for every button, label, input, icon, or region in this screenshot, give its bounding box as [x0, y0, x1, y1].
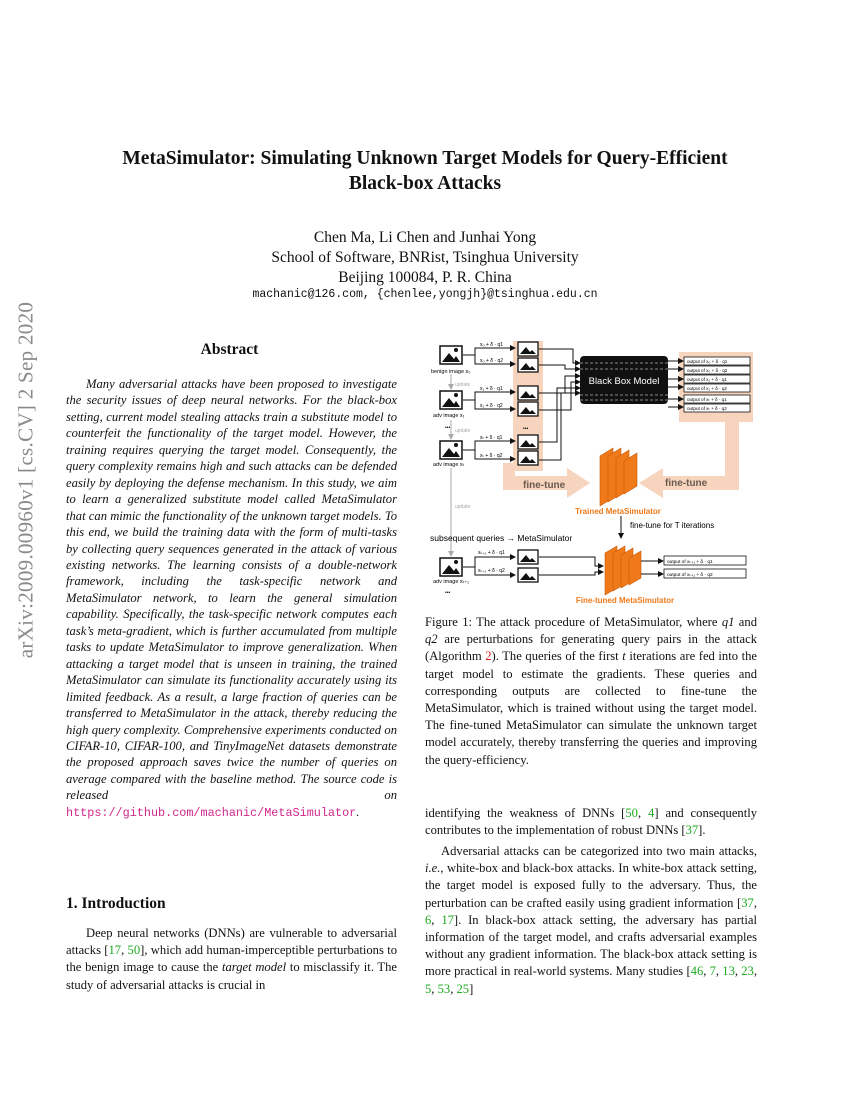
address: Beijing 100084, P. R. China: [338, 269, 512, 286]
output-label: output of xₜ₊₁ + δ · q2: [667, 573, 713, 578]
fine-tune-label-right: fine-tune: [665, 478, 708, 489]
email-a: machanic@126.com,: [252, 288, 377, 301]
trained-metasimulator-icon: [600, 448, 637, 506]
output-label: output of x₀ + δ · q2: [687, 368, 728, 373]
arxiv-stamp: [6, 298, 46, 663]
citation-link[interactable]: 17: [441, 912, 454, 927]
sep: ,: [431, 912, 442, 927]
ie-term: i.e.,: [425, 861, 444, 876]
citation-link[interactable]: 46: [690, 964, 704, 979]
to-final-output-lines: [641, 561, 663, 574]
query-label: xₜ + δ · q2: [480, 453, 503, 459]
query-label: x₁ + δ · q2: [480, 403, 503, 409]
abstract-text: [66, 376, 397, 821]
abstract-heading: Abstract: [200, 341, 259, 358]
benign-label: benign image x₀: [431, 369, 471, 375]
caption-text: are perturbations for generating query pairs in the attack (Algorithm: [425, 632, 757, 664]
intro-heading: 1. Introduction: [66, 895, 166, 912]
sep: ,: [121, 943, 128, 958]
caption-math: q1: [721, 615, 735, 629]
citation-link[interactable]: 5: [425, 981, 432, 996]
query-label: xₜ + δ · q1: [480, 435, 503, 441]
intro-text: ], which add human-imperceptible perturbations to the benign image to cause the: [66, 943, 397, 975]
body-text: ]: [469, 981, 474, 996]
output-label: output of xₜ + δ · q2: [687, 406, 727, 411]
citation-link[interactable]: 50: [127, 943, 141, 958]
citation-link[interactable]: 7: [709, 964, 716, 979]
black-box-label: Black Box Model: [588, 376, 660, 387]
dots: •••: [523, 426, 529, 432]
sep: ,: [715, 964, 723, 979]
sep: ,: [431, 981, 438, 996]
email-b: {chenlee,yongjh}@tsinghua.edu.cn: [376, 288, 598, 301]
output-label: output of x₁ + δ · q1: [687, 377, 727, 382]
body-text: identifying the weakness of DNNs [: [425, 806, 626, 820]
query-label: x₁ + δ · q1: [480, 386, 503, 392]
title-line-1: MetaSimulator: Simulating Unknown Target Models for Query-Efficient: [122, 148, 728, 169]
citation-link[interactable]: 50: [625, 806, 638, 820]
sep: ,: [753, 895, 757, 910]
update-label: update: [455, 382, 471, 388]
query-label: xₜ₊₁ + δ · q2: [478, 568, 505, 574]
subsequent-label: subsequent queries → MetaSimulator: [430, 533, 573, 543]
caption-text: iterations are fed into the target model to estimate the gradients. These queries and corresponding outputs are collected to fine-tune the MetaSimulator, which is trained without using the target model. The fine-tuned MetaSimulator can simulate the unknown target model accurately, thereby transferring the queries and improving the query-efficiency.: [425, 649, 757, 767]
right-paragraph-2: [425, 843, 757, 998]
abstract-body: Many adversarial attacks have been proposed to investigate the security issues of deep neural networks. For the black-box setting, current model stealing attacks train a substitute model to counterfeit the functionality of the target model. However, the training requires querying the target model. Consequently, the query complexity remains high and such attacks can be defended easily by deploying the defense mechanism. In this study, we aim to learn a generalized substitute model called MetaSimulator that can mimic the functionality of the unknown target models. To this end, we build the training data with the form of multi-tasks by collecting query sequences generated in the attack of various existing networks. The learning consists of a double-network framework, including the task-specific network and MetaSimulator network, to learn the general simulation capability. Specifically, the task-specific network computes each task’s meta-gradient, which is further accumulated from multiple tasks to update MetaSimulator to improve generalization. When attacking a target model that is unseen in training, the trained MetaSimulator can simulate its functionality accurately using its limited feedback. As a result, a large fraction of queries can be transferred to MetaSimulator in the attack, thereby reducing the high query complexity. Comprehensive experiments conducted on CIFAR-10, CIFAR-100, and TinyImageNet datasets demonstrate the proposed approach saves twice the number of queries on average compared with the baseline method. The source code is released on: [66, 377, 397, 803]
adv-image-t1-icon: [440, 558, 462, 576]
sep: ,: [703, 964, 710, 979]
citation-link[interactable]: 37: [741, 895, 754, 910]
citation-link[interactable]: 25: [456, 981, 470, 996]
affiliation: School of Software, BNRist, Tsinghua University: [271, 249, 579, 266]
dots: •••: [445, 590, 451, 596]
output-boxes: [684, 357, 750, 412]
abstract-end: .: [356, 804, 360, 819]
sep: ,: [450, 981, 457, 996]
trained-label: Trained MetaSimulator: [575, 507, 661, 516]
adv-image-1-icon: [440, 391, 462, 409]
body-text: ] and consequently contributes to the implementation of robust DNNs [: [425, 806, 758, 838]
emails: [60, 288, 790, 301]
to-finetuned-lines: [539, 557, 603, 575]
authors: Chen Ma, Li Chen and Junhai Yong: [313, 229, 537, 246]
dots: •••: [445, 425, 451, 431]
output-label: output of xₜ + δ · q1: [687, 397, 727, 402]
citation-link[interactable]: 17: [108, 943, 122, 958]
adv-image-t-icon: [440, 441, 462, 459]
finetuned-metasimulator-icon: [605, 546, 641, 595]
arxiv-stamp-text: arXiv:2009.00960v1 [cs.CV] 2 Sep 2020: [13, 301, 38, 659]
caption-text: and: [734, 615, 757, 629]
citation-link[interactable]: 53: [437, 981, 451, 996]
finetuned-label: Fine-tuned MetaSimulator: [575, 596, 675, 605]
to-blackbox-lines: [539, 349, 580, 460]
author-block: [60, 228, 790, 288]
citation-link[interactable]: 4: [648, 806, 655, 820]
output-label: output of x₀ + δ · q1: [687, 359, 728, 364]
body-text: ]. In black-box attack setting, the adversary has partial information of the target model, and crafts adversarial examples without any gradient information. The black-box attack setting is more practical in real-world systems. Many studies [: [425, 912, 758, 979]
title-line-2: Black-box Attacks: [348, 173, 502, 194]
target-model-term: target model: [221, 960, 287, 975]
update-label: update: [455, 428, 471, 434]
output-label: output of xₜ₊₁ + δ · q1: [667, 560, 713, 565]
sep: ,: [637, 806, 649, 820]
update-label: update: [455, 504, 471, 510]
citation-link[interactable]: 13: [722, 964, 735, 979]
intro-text: to misclassify it. The study of adversarial attacks is crucial in: [66, 960, 397, 992]
caption-math: t: [622, 649, 626, 664]
caption-math: q2: [425, 632, 438, 647]
algorithm-link[interactable]: 2: [485, 649, 492, 664]
intro-text: Deep neural networks (DNNs) are vulnerable to adversarial attacks [: [66, 926, 397, 958]
body-text: Adversarial attacks can be categorized into two main attacks,: [441, 844, 757, 858]
query-label: xₜ₊₁ + δ · q1: [478, 550, 505, 556]
figure-caption: [425, 614, 757, 769]
benign-image-icon: [440, 346, 462, 364]
intro-paragraph: [66, 925, 397, 994]
sep: ,: [753, 964, 757, 979]
adv1-label: adv image x₁: [433, 413, 465, 419]
citation-link[interactable]: 23: [741, 964, 754, 979]
body-text: ].: [698, 823, 706, 838]
query-label: x₀ + δ · q1: [480, 342, 504, 348]
figure-1: [425, 338, 765, 610]
advt1-label: adv image xₜ₊₁: [433, 579, 470, 585]
sep: ,: [734, 964, 742, 979]
fine-tune-label-left: fine-tune: [523, 480, 566, 491]
query-label: x₀ + δ · q2: [480, 358, 504, 364]
caption-text: Figure 1: The attack procedure of MetaSimulator, where: [425, 615, 722, 629]
source-code-link[interactable]: https://github.com/machanic/MetaSimulator: [66, 805, 357, 820]
fine-tune-t-label: fine-tune for T iterations: [630, 521, 715, 530]
output-label: output of x₁ + δ · q2: [687, 386, 727, 391]
citation-link[interactable]: 6: [425, 912, 432, 927]
paper-title: [60, 146, 790, 196]
body-text: white-box and black-box attacks. In white-box attack setting, the target model is exposed fully to the adversary. Thus, the perturbation can be crafted easily using gradient information [: [425, 861, 757, 910]
advt-label: adv image xₜ: [433, 462, 465, 468]
citation-link[interactable]: 37: [685, 823, 699, 838]
caption-text: ). The queries of the first: [491, 649, 623, 664]
right-paragraph-1: [425, 805, 757, 839]
